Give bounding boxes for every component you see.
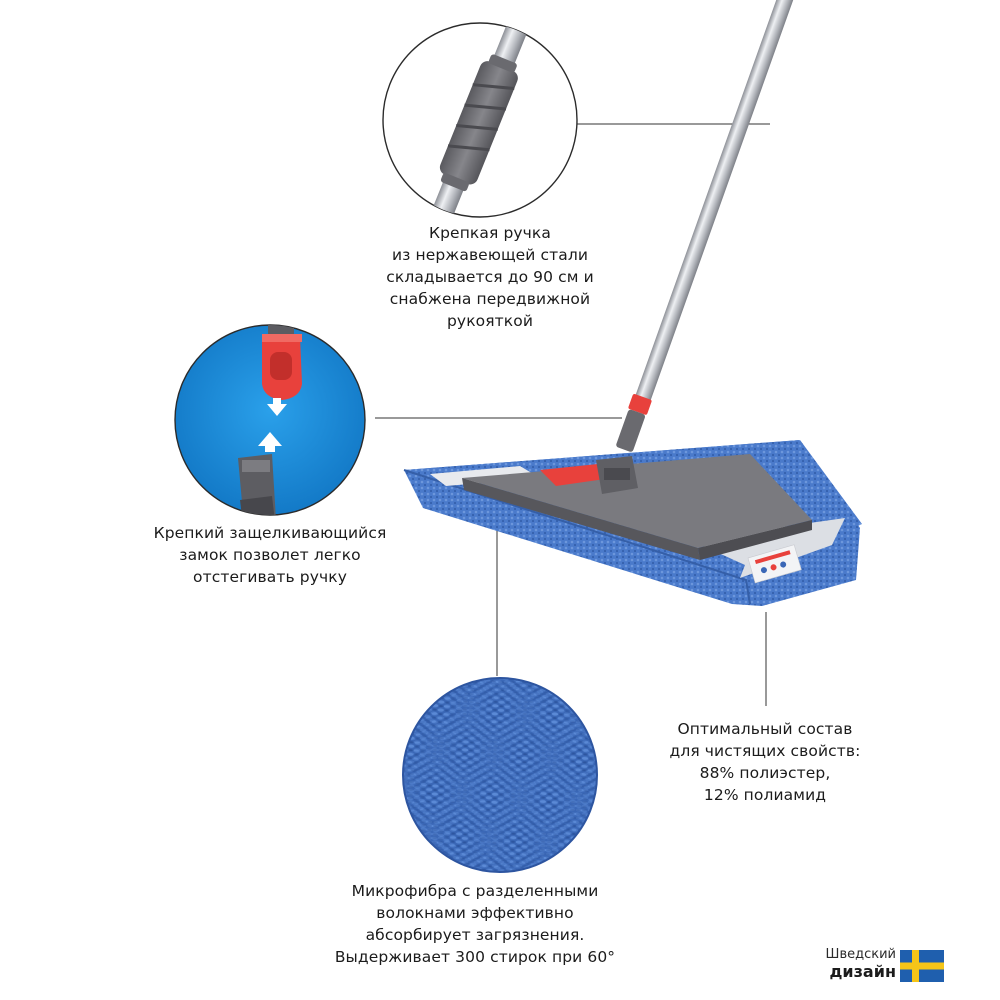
lock-desc-line-1: Крепкий защелкивающийся [153,524,387,542]
composition-desc-line-3: 88% полиэстер, [699,764,831,782]
badge-text [816,946,896,980]
handle-desc-line-4: снабжена передвижной [389,290,591,308]
composition-desc-line-2: для чистящих свойств: [669,742,861,760]
lock-description [120,522,420,588]
composition-desc-line-4: 12% полиамид [703,786,827,804]
microfiber-desc-line-3: абсорбирует загрязнения. [365,926,585,944]
microfiber-desc-line-4: Выдерживает 300 стирок при 60° [334,948,616,966]
handle-desc-line-2: из нержавеющей стали [391,246,589,264]
microfiber-desc-line-1: Микрофибра с разделенными [351,882,599,900]
microfiber-description [305,880,645,968]
handle-desc-line-1: Крепкая ручка [429,224,551,242]
swedish-flag-icon [900,950,944,982]
badge-line-2: дизайн [829,962,896,981]
swedish-design-badge [816,946,946,990]
microfiber-desc-line-2: волокнами эффективно [376,904,574,922]
lock-closeup-circle [175,300,365,534]
handle-desc-line-5: рукояткой [446,312,534,330]
handle-desc-line-3: складывается до 90 см и [386,268,594,286]
badge-line-1: Шведский [825,947,896,962]
handle-description [340,222,640,332]
lock-desc-line-2: замок позволет легко [179,546,361,564]
lock-desc-line-3: отстегивать ручку [193,568,347,586]
microfiber-closeup-circle [390,663,616,889]
composition-desc-line-1: Оптимальный состав [677,720,853,738]
composition-description [615,718,915,806]
